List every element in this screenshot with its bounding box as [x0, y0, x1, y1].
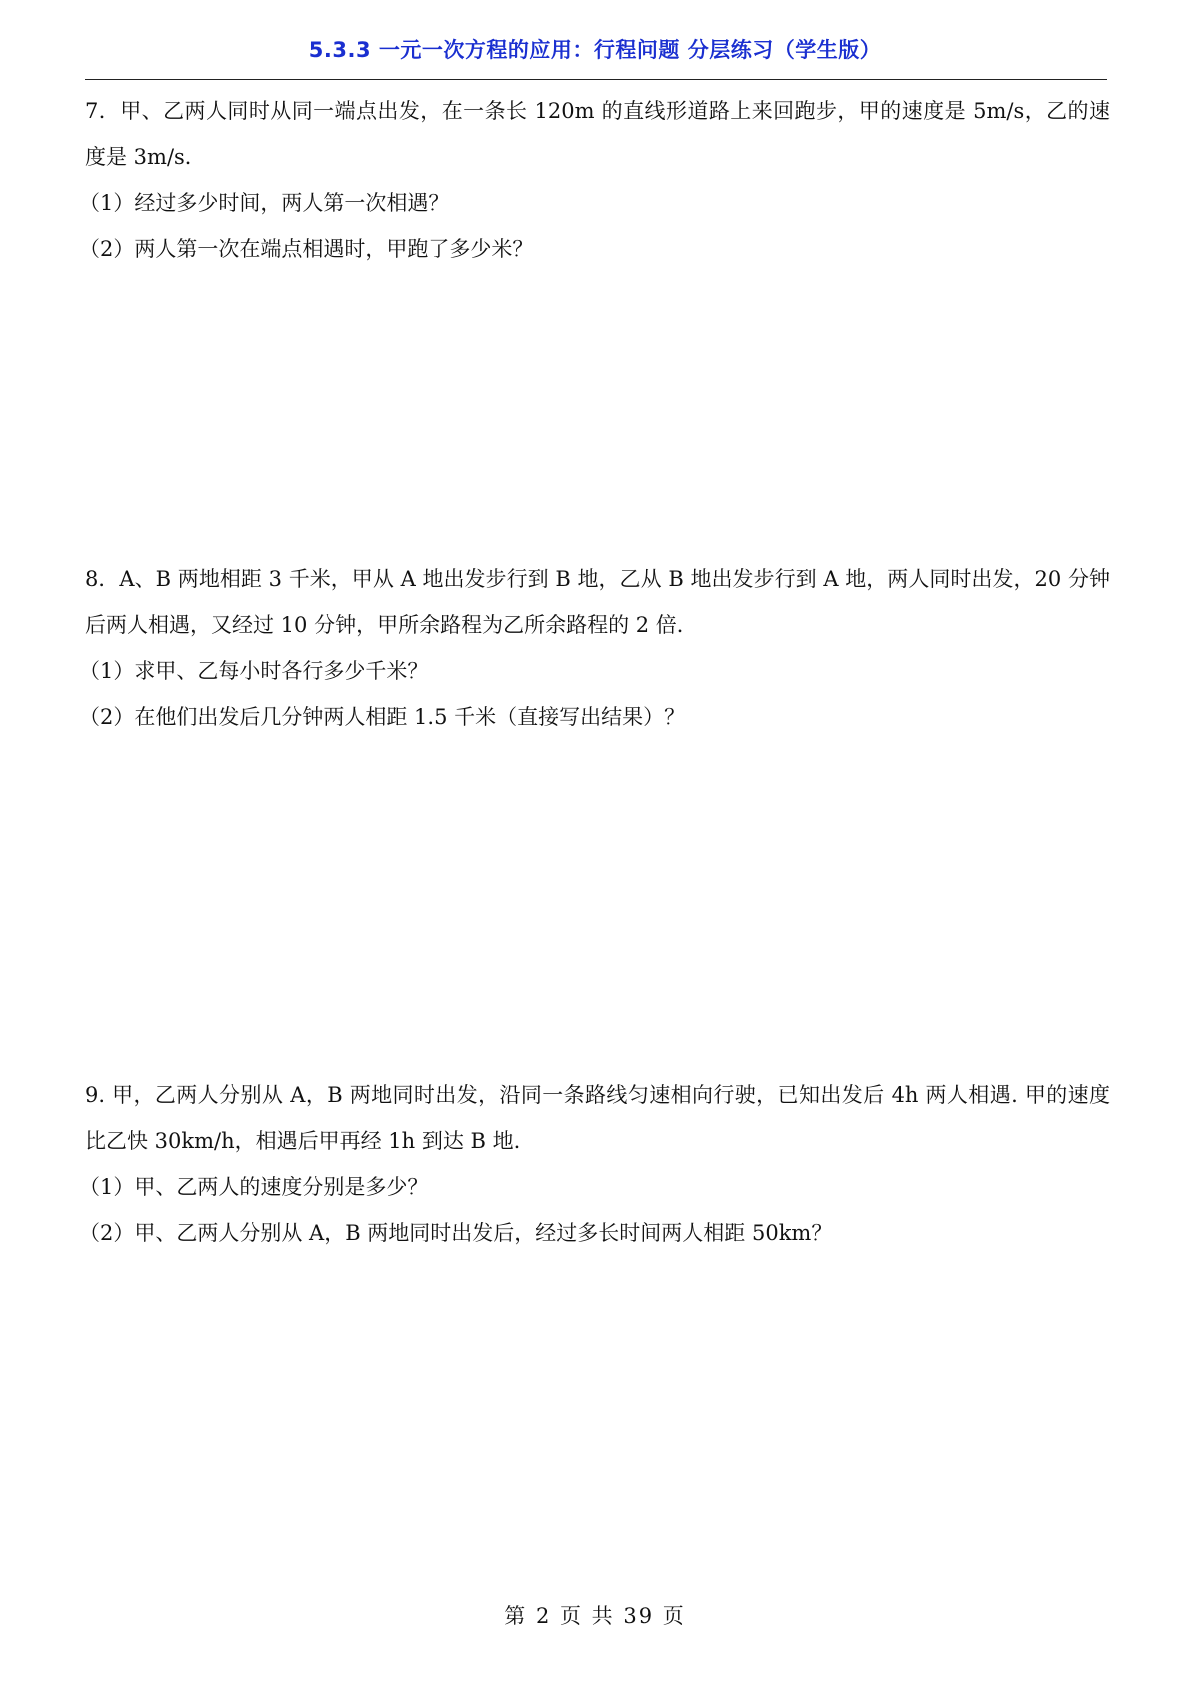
header-divider	[85, 79, 1107, 80]
problem-9	[79, 1072, 1110, 1256]
problem-8-stem: 8．A、B 两地相距 3 千米，甲从 A 地出发步行到 B 地，乙从 B 地出发步行到 A 地，两人同时出发，20 分钟后两人相遇，又经过 10 分钟，甲所余路程为乙所余路程的 2 倍．	[85, 567, 1110, 637]
problem-9-stem: 9. 甲，乙两人分别从 A，B 两地同时出发，沿同一条路线匀速相向行驶，已知出发后 4h 两人相遇. 甲的速度比乙快 30km/h，相遇后甲再经 1h 到达 B 地.	[85, 1083, 1110, 1153]
problem-7	[79, 88, 1110, 272]
problem-7-part-1: （1）经过多少时间，两人第一次相遇？	[79, 191, 450, 215]
document-title: 5.3.3 一元一次方程的应用：行程问题 分层练习（学生版）	[308, 38, 882, 62]
problem-8-part-1: （1）求甲、乙每小时各行多少千米？	[79, 659, 429, 683]
page-number: 第 2 页 共 39 页	[504, 1604, 686, 1628]
problem-7-part-2: （2）两人第一次在端点相遇时，甲跑了多少米？	[79, 237, 534, 261]
problem-7-stem: 7．甲、乙两人同时从同一端点出发，在一条长 120m 的直线形道路上来回跑步，甲的速度是 5m/s，乙的速度是 3m/s．	[85, 99, 1110, 169]
problem-9-part-2: （2）甲、乙两人分别从 A，B 两地同时出发后，经过多长时间两人相距 50km？	[79, 1221, 833, 1245]
problem-9-part-1: （1）甲、乙两人的速度分别是多少？	[79, 1175, 429, 1199]
problem-8-part-2: （2）在他们出发后几分钟两人相距 1.5 千米（直接写出结果）？	[79, 705, 686, 729]
problem-8	[79, 556, 1110, 740]
